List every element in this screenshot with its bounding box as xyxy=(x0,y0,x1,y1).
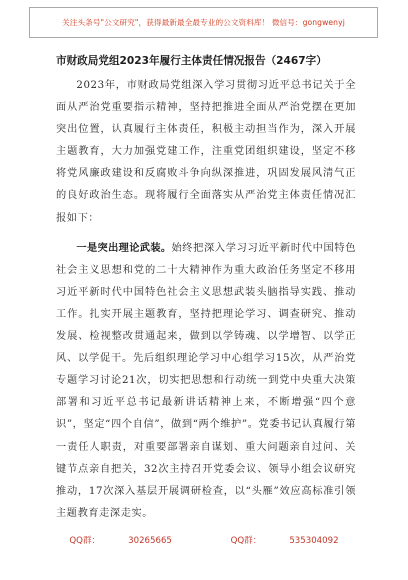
qq-number-2: 535304092 xyxy=(289,536,339,546)
section-1-paragraph xyxy=(56,238,356,525)
document-body xyxy=(56,53,356,525)
top-promo-banner xyxy=(29,7,378,38)
section-1-body: 始终把深入学习习近平新时代中国特色社会主义思想和党的二十大精神作为重大政治任务坚定不移用习近平新时代中国特色社会主义思想武装头脑指导实践、推动工作。扎实开展主题教育，坚持把理论学习、调查研究、推动发展、检视整改贯通起来，做到以学铸魂、以学增智、以学正风、以学促干。先后组织理论学习中心组学习15次，从严治党专题学习讨论21次，切实把思想和行动统一到党中央重大决策部署和习近平总书记最新讲话精神上来，不断增强“四个意识”，坚定“四个自信”，做到“两个维护”。党委书记认真履行第一责任人职责，对重要部署亲自谋划、重大问题亲自过问、关键节点亲自把关，32次主持召开党委会议、领导小组会议研究推动，17次深入基层开展调研检查，以“头雁”效应高标准引领主题教育走深走实。 xyxy=(56,242,356,519)
paragraph-spacer xyxy=(56,230,356,238)
qq-number-1: 30265665 xyxy=(128,536,172,546)
promo-banner-text: 关注头条号"公文研究"，获得最新最全最专业的公文资料库！ 微信号：gongwenyj xyxy=(62,18,345,27)
qq-group-1 xyxy=(55,536,185,546)
intro-paragraph: 2023年，市财政局党组深入学习贯彻习近平总书记关于全面从严治党重要指示精神，坚持把推进全面从严治党摆在更加突出位置，认真履行主体责任，积极主动担当作为，深入开展主题教育，大力加强党建工作，注重党团组织建设，坚定不移将党风廉政建设和反腐败斗争向纵深推进，巩固发展风清气正的良好政治生态。现将履行全面落实从严治党主体责任情况汇报如下： xyxy=(56,80,356,224)
qq-label-2: QQ群： xyxy=(230,536,262,546)
qq-group-2 xyxy=(217,536,353,546)
document-title: 市财政局党组2023年履行主体责任情况报告（2467字） xyxy=(56,55,327,67)
qq-label-1: QQ群： xyxy=(69,536,101,546)
section-1-heading: 一是突出理论武装。 xyxy=(76,242,172,254)
footer-contact xyxy=(0,534,408,546)
